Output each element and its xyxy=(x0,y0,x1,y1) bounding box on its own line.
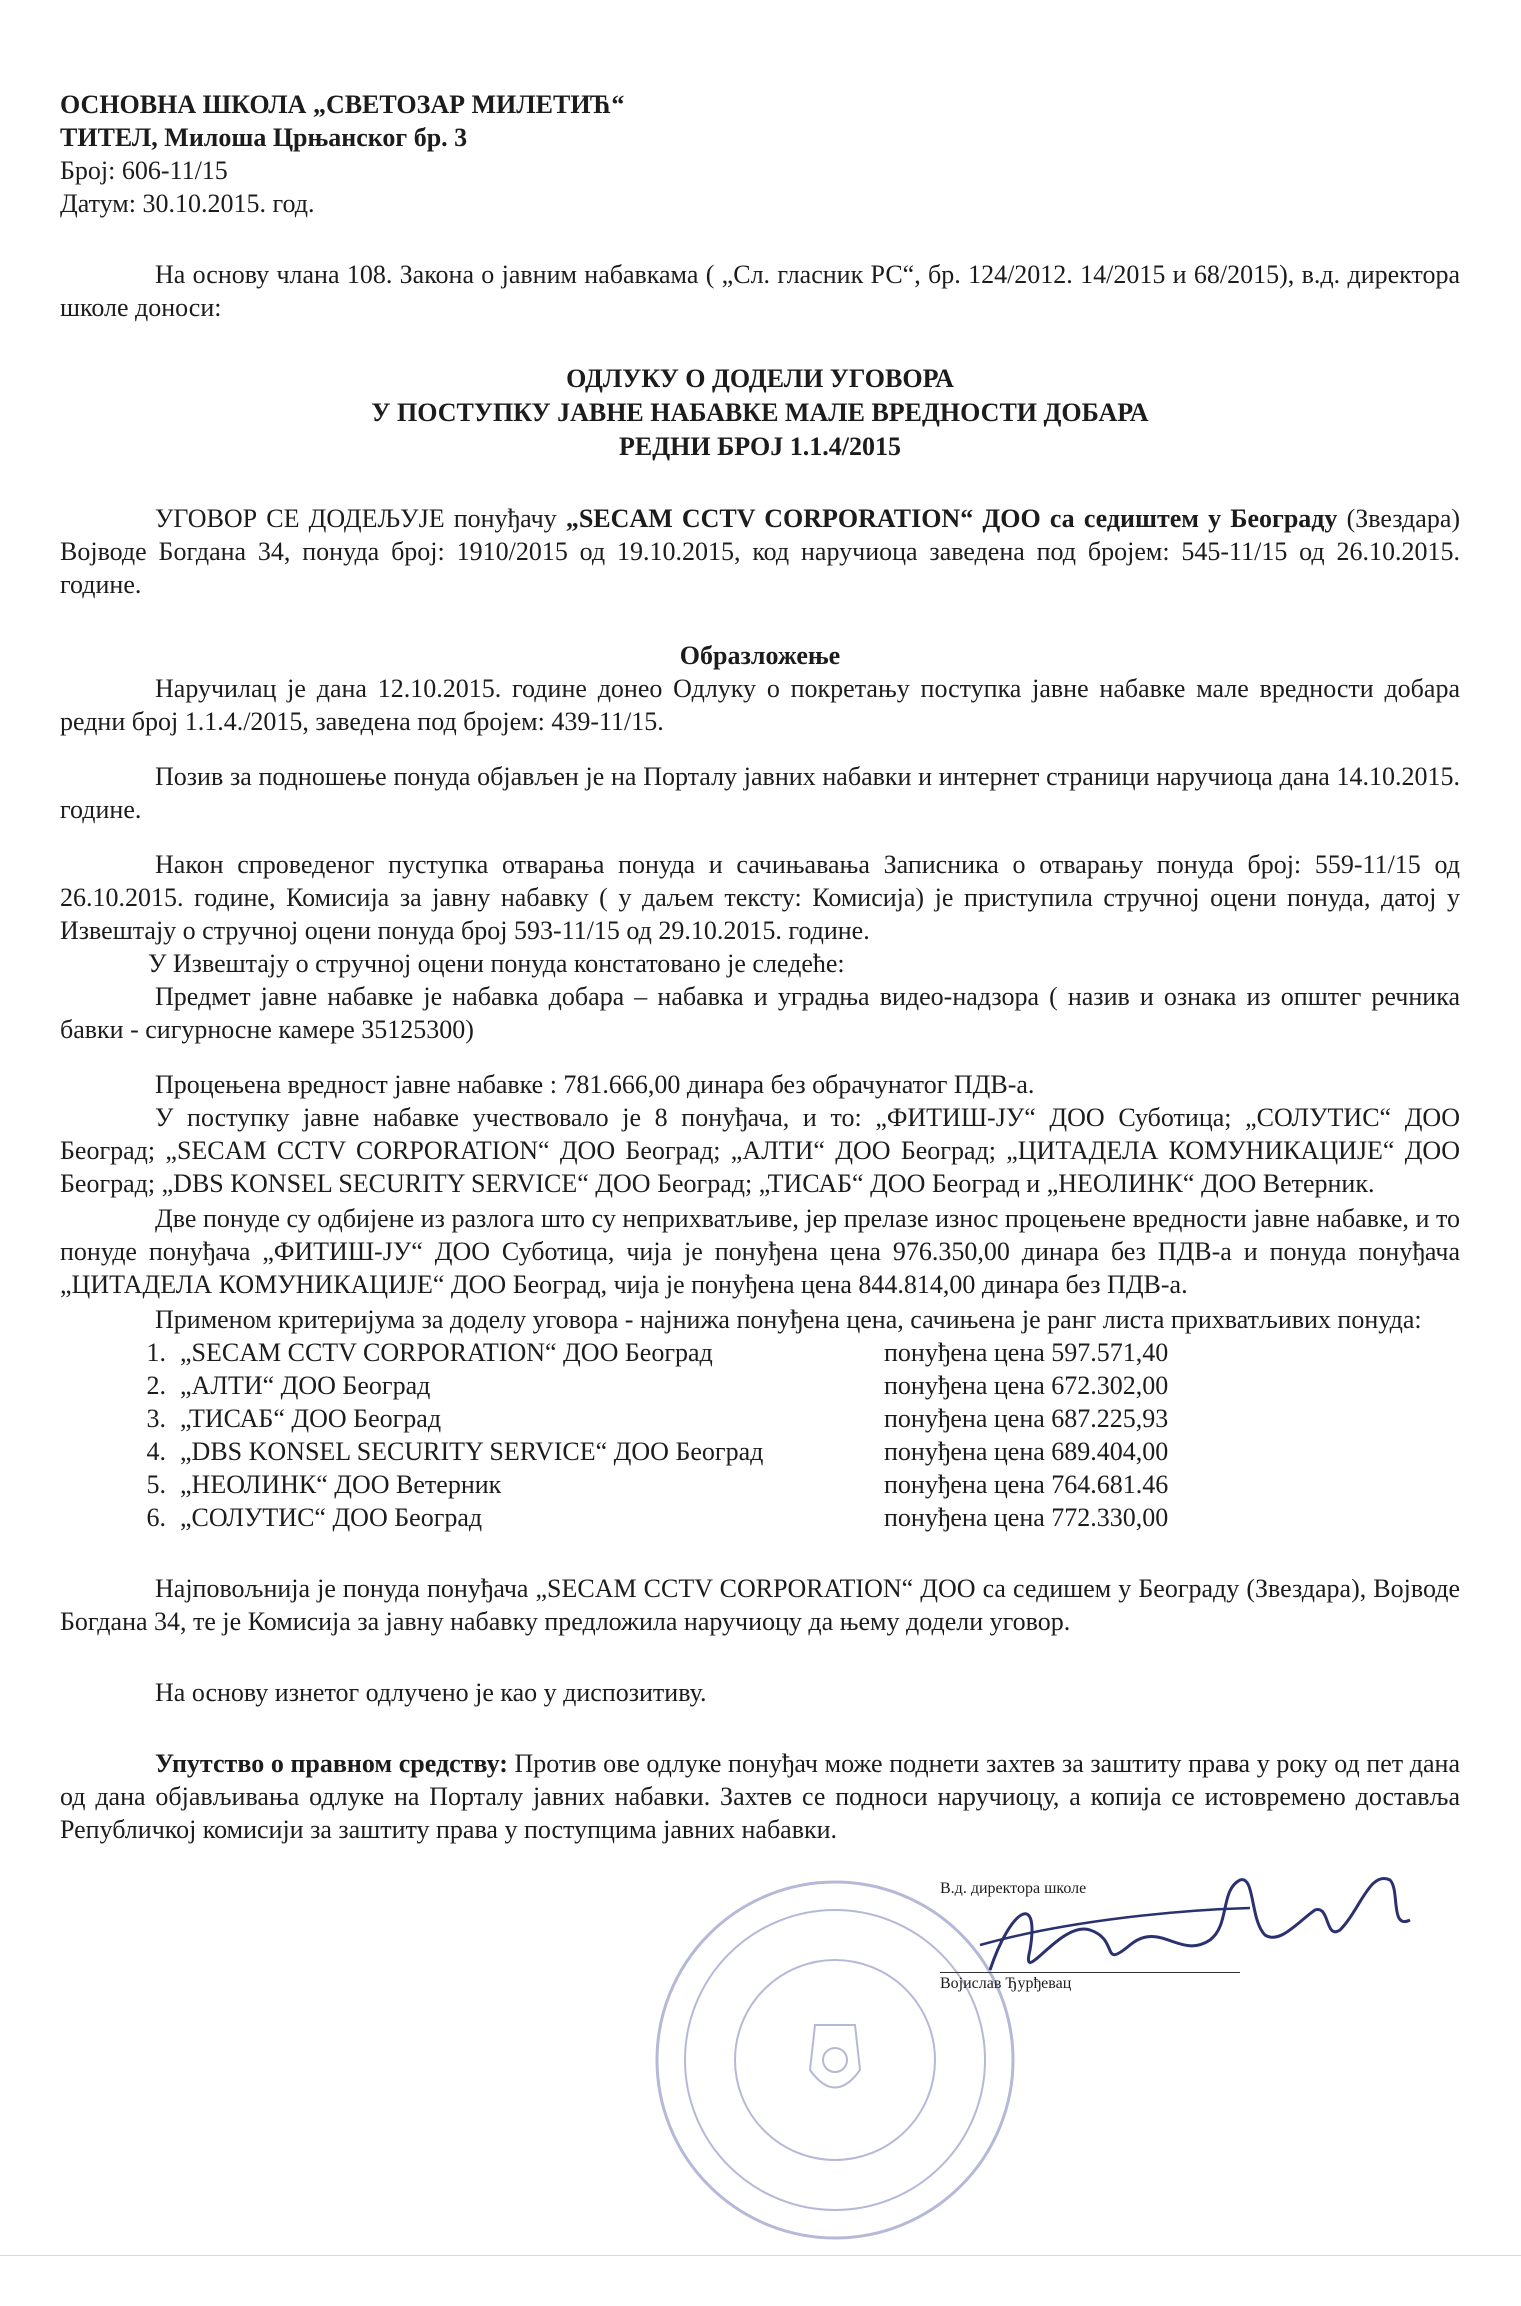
list-item: 5. „НЕОЛИНК“ ДОО Ветерник понуђена цена 764.681.46 xyxy=(146,1470,1169,1499)
paragraph-5: Предмет јавне набавке је набавка добара – набавка и уградња видео-надзора ( назив и ознака из општег речника бавки - сигурносне камере 35125300) xyxy=(60,982,1460,1044)
award-text-2: (Звездара) Војводе Богдана 34, понуда број: 1910/2015 од 19.10.2015, код наручиоца заведена под бројем: 545-11/15 од 26.10.2015. године. xyxy=(60,504,1461,599)
paragraph-2: Позив за подношење понуда објављен је на Порталу јавних набавки и интернет страници наручиоца дана 14.10.2015. године. xyxy=(60,762,1460,824)
title-line-3: РЕДНИ БРОЈ 1.1.4/2015 xyxy=(619,432,901,461)
award-bidder: „SECAM CCTV CORPORATION“ ДОО са седиштем у Београду xyxy=(565,504,1338,533)
list-item: 6. „СОЛУТИС“ ДОО Београд понуђена цена 772.330,00 xyxy=(146,1503,1169,1532)
paragraph-9: Применом критеријума за доделу уговора - најнижа понуђена цена, сачињена је ранг листа прихватљивих понуда: xyxy=(155,1305,1422,1334)
paragraph-3: Након спроведеног пуступка отварања понуда и сачињавања Записника о отварању понуда број: 559-11/15 од 26.10.2015. године, Комисија за јавну набавку ( у даљем тексту: Комисија) је приступила стручној оцени понуда, датој у Извештају о стручној оцени понуда број 593-11/15 од 29.10.2015. године. xyxy=(60,850,1460,945)
legal-remedy-paragraph xyxy=(60,1747,1460,1846)
award-paragraph xyxy=(60,502,1460,601)
document-date: Датум: 30.10.2015. год. xyxy=(60,189,315,218)
paragraph-7: У поступку јавне набавке учествовало је 8 понуђача, и то: „ФИТИШ-ЈУ“ ДОО Суботица; „СОЛУТИС“ ДОО Београд; „SECAM CCTV CORPORATION“ ДОО Београд; „АЛТИ“ ДОО Београд; „ЦИТАДЕЛА КОМУНИКАЦИЈЕ“ ДОО Београд; „DBS KONSEL SECURITY SERVICE“ ДОО Београд; „ТИСАБ“ ДОО Београд и „НЕОЛИНК“ ДОО Ветерник. xyxy=(60,1103,1460,1198)
reasoning-title: Образложење xyxy=(679,641,841,670)
paragraph-1: Наручилац је дана 12.10.2015. године донео Одлуку о покретању поступка јавне набавке мале вредности добара редни број 1.1.4./2015, заведена под бројем: 439-11/15. xyxy=(60,674,1460,736)
school-address: ТИТЕЛ, Милоша Црњанског бр. 3 xyxy=(60,123,468,152)
legal-remedy-heading: Упутство о правном средству: xyxy=(155,1749,508,1778)
document-number: Број: 606-11/15 xyxy=(60,156,228,185)
title-line-1: ОДЛУКУ О ДОДЕЛИ УГОВОРА xyxy=(566,364,954,393)
signature-line xyxy=(940,1972,1240,1973)
signatory-role: В.д. директора школе xyxy=(940,1880,1087,1897)
page-edge-line xyxy=(0,2255,1521,2256)
intro-paragraph: На основу члана 108. Закона о јавним набавкама ( „Сл. гласник РС“, бр. 124/2012. 14/2015 и 68/2015), в.д. директора школе доноси: xyxy=(60,260,1460,322)
decision-paragraph: На основу изнетог одлучено је као у диспозитиву. xyxy=(155,1678,707,1707)
paragraph-6: Процењена вредност јавне набавке : 781.666,00 динара без обрачунатог ПДВ-а. xyxy=(155,1070,1035,1099)
list-item: 3. „ТИСАБ“ ДОО Београд понуђена цена 687.225,93 xyxy=(146,1404,1169,1433)
legal-remedy-text: Против ове одлуке понуђач може поднети захтев за заштиту права у року од пет дана од дана објављивања одлуке на Порталу јавних набавки. Захтев се подноси наручиоцу, а копија се истовремено доставља Републичкој комисији за заштиту права у поступцима јавних набавки. xyxy=(60,1749,1460,1844)
signature-block xyxy=(60,1880,1460,2180)
best-offer-paragraph: Најповољнија је понуда понуђача „SECAM CCTV CORPORATION“ ДОО са седишем у Београду (Звездара), Војводе Богдана 34, те је Комисија за јавну набавку предложила наручиоцу да њему додели уговор. xyxy=(60,1574,1460,1636)
document-page xyxy=(60,88,1460,1846)
paragraph-8: Две понуде су одбијене из разлога што су неприхватљиве, јер прелазе износ процењене вредности јавне набавке, и то понуде понуђача „ФИТИШ-ЈУ“ ДОО Суботица, чија је понуђена цена 976.350,00 динара без ПДВ-а и понуда понуђача „ЦИТАДЕЛА КОМУНИКАЦИЈЕ“ ДОО Београд, чија је понуђена цена 844.814,00 динара без ПДВ-а. xyxy=(60,1204,1460,1299)
title-line-2: У ПОСТУПКУ ЈАВНЕ НАБАВКЕ МАЛЕ ВРЕДНОСТИ ДОБАРА xyxy=(371,398,1149,427)
decision-title xyxy=(60,362,1460,464)
list-item: 4. „DBS KONSEL SECURITY SERVICE“ ДОО Београд понуђена цена 689.404,00 xyxy=(146,1437,1169,1466)
list-item: 1. „SECAM CCTV CORPORATION“ ДОО Београд понуђена цена 597.571,40 xyxy=(146,1338,1169,1367)
school-name: ОСНОВНА ШКОЛА „СВЕТОЗАР МИЛЕТИЋ“ xyxy=(60,90,625,119)
list-item: 2. „АЛТИ“ ДОО Београд понуђена цена 672.302,00 xyxy=(146,1371,1169,1400)
paragraph-4: У Извештају о стручној оцени понуда констатовано је следеће: xyxy=(148,949,845,978)
signatory-name: Војислав Ђурђевац xyxy=(940,1975,1072,1992)
ranking-list xyxy=(60,1336,1460,1534)
award-text-1: УГОВОР СЕ ДОДЕЉУЈЕ понуђачу xyxy=(155,504,566,533)
